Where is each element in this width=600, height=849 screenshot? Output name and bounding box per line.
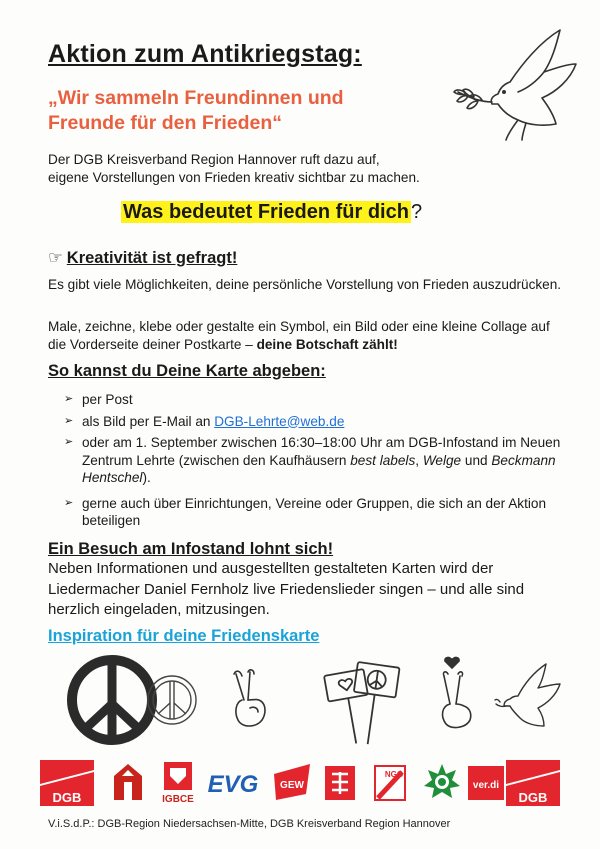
email-link[interactable]: DGB-Lehrte@web.de [214,413,345,429]
dove-with-olive-branch-icon [452,24,582,144]
union-logos-bar [40,760,560,810]
igbce-logo [158,760,198,806]
list-item-text: gerne auch über Einrichtungen, Vereine oder Gruppen, die sich an der Aktion beteiligen [82,495,547,528]
key-question-text: Was bedeutet Frieden für dich [123,201,409,223]
peace-symbols-strip [60,648,570,758]
paragraph-kreativitaet-2-emphasis: deine Botschaft zählt! [256,336,398,352]
intro-line-2: eigene Vorstellungen von Frieden kreativ sichtbar zu machen. [48,170,420,185]
list-item-text: per Post [82,392,133,407]
intro-line-1: Der DGB Kreisverband Region Hannover ruft dazu auf, [48,152,380,167]
arrow-bullet-icon: ➢ [64,496,74,509]
verdi-logo [466,760,506,806]
ngg-logo [372,760,408,806]
pointing-hand-icon: ☞ [48,249,63,267]
arrow-bullet-icon: ➢ [64,436,74,448]
list-item [64,391,564,409]
list-item-text: ). [142,470,151,485]
gdp-logo [422,760,462,806]
dove-icon [495,664,560,726]
paragraph-kreativitaet-2-text: Male, zeichne, klebe oder gestalte ein Symbol, ein Bild oder eine kleine Collage auf die Vorderseite deiner Postkarte – [48,319,550,352]
list-item-text: , [415,452,423,468]
list-item-text: als Bild per E-Mail an [82,413,215,429]
key-question-mark: ? [410,201,423,223]
page-title: Aktion zum Antikriegstag: [48,40,362,68]
submission-options-list [64,391,564,534]
peace-sign-solid-icon [72,660,152,740]
evg-logo [202,760,264,806]
gew-logo [272,760,312,806]
verdi-logo-text: ver.di [472,780,500,791]
key-question [121,197,422,227]
list-item-text: oder am 1. September zwischen 16:30–18:00 Uhr am DGB-Infostand im Neuen Zentrum Lehrte (zwischen den Kaufhäusern [82,435,561,468]
subtitle-line-2: Freunde für den Frieden“ [48,112,283,134]
legal-footer: V.i.S.d.P.: DGB-Region Niedersachsen-Mitte, DGB Kreisverband Region Hannover [48,818,451,830]
subtitle-line-1: „Wir sammeln Freundinnen und [48,87,344,109]
ngg-logo-text: NGG [384,770,404,779]
paragraph-besuch: Neben Informationen und ausgestellten gestalteten Karten wird der Liedermacher Daniel Fernholz live Friedenslieder singen – und alle sind herzlich eingeladen, mitzusingen. [48,560,525,618]
store-name: Beckmann Hentschel [82,452,556,485]
paragraph-kreativitaet-2 [48,318,568,353]
evg-logo-text: EVG [207,771,259,798]
inspiration-heading-link[interactable]: Inspiration für deine Friedenskarte [48,627,320,645]
list-item [64,434,564,487]
dgb-logo-text: DGB [52,790,82,805]
list-item-text: und [461,452,492,468]
section-heading-besuch: Ein Besuch am Infostand lohnt sich! [48,540,334,558]
section-heading-kreativitaet [48,248,237,268]
list-item [64,495,564,530]
arrow-bullet-icon: ➢ [64,414,74,427]
list-item [64,413,564,431]
store-name: Welge [422,452,462,468]
dgb-logo-secondary-text: DGB [518,790,548,805]
section-heading-abgabe: So kannst du Deine Karte abgeben: [48,362,326,380]
protest-signs-icon [324,662,400,747]
heart-victory-hand-icon [443,657,471,727]
intro-text [48,151,568,187]
dgb-logo [40,760,94,806]
paragraph-kreativitaet-1: Es gibt viele Möglichkeiten, deine persönliche Vorstellung von Frieden auszudrücken. [48,277,562,292]
igbce-logo-text: IGBCE [162,794,194,805]
store-name: best labels [350,452,416,468]
subtitle [48,86,428,136]
dgb-logo-secondary [506,760,560,806]
gew-logo-text: GEW [280,780,304,791]
house-logo [108,760,148,806]
arrow-bullet-icon: ➢ [64,393,74,405]
victory-hand-icon [234,670,265,726]
ig-metall-logo [322,760,358,806]
section-heading-kreativitaet-text: Kreativität ist gefragt! [66,249,238,267]
